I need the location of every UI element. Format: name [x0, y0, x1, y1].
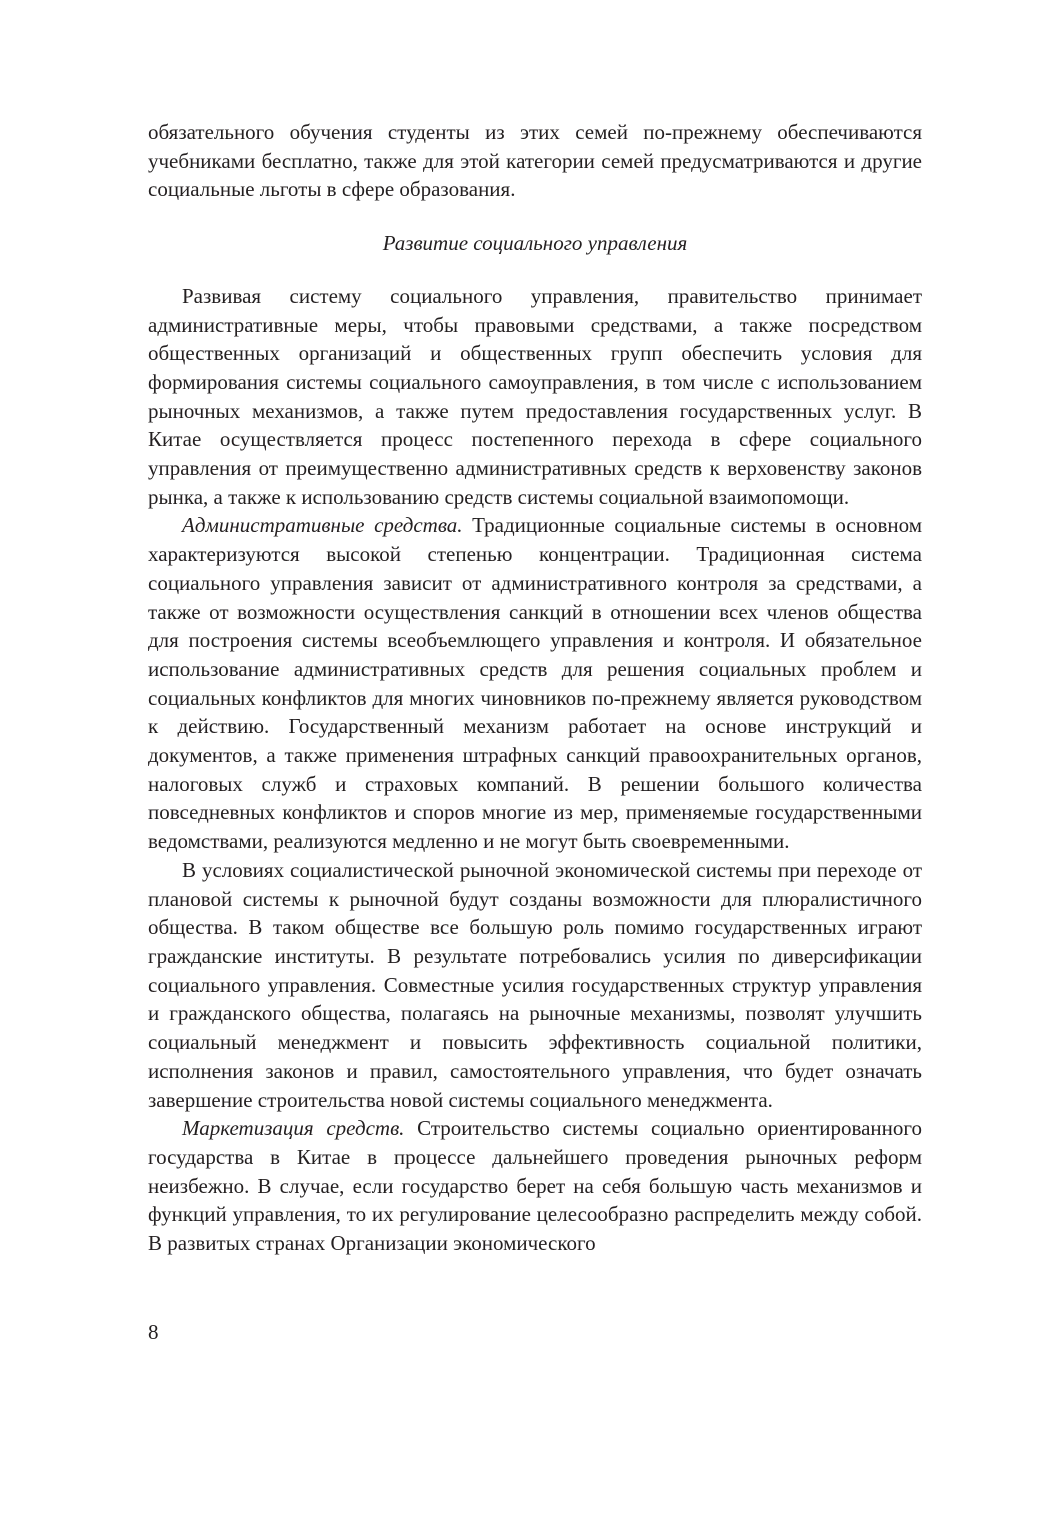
paragraph-body: Традиционные социальные системы в основном характеризуются высокой степенью концентрации. Традиционная система социального управления зависит от административного контроля за средствами, а также от возможности осуществления санкций в отношении всех членов общества для построения системы всеобъемлющего управления и контроля. И обязательное использование административных средств для решения социальных проблем и социальных конфликтов для многих чиновников по-прежнему является руководством к действию. Государственный механизм работает на основе инструкций и документов, а также применения штрафных санкций правоохранительных органов, налоговых служб и страховых компаний. В решении большого количества повседневных конфликтов и споров многие из мер, применяемые государственными ведомствами, реализуются медленно и не могут быть своевременными.	[148, 513, 923, 854]
body-text	[148, 118, 922, 1258]
paragraph-lead-in: Административные средства.	[182, 513, 463, 538]
continued-paragraph: обязательного обучения студенты из этих семей по-прежнему обеспечиваются учебниками бесплатно, также для этой категории семей предусматриваются и другие социальные льготы в сфере образования.	[148, 120, 922, 202]
paragraph-lead-in: Маркетизация средств.	[182, 1116, 405, 1141]
page-number: 8	[148, 1320, 159, 1344]
paragraph-administrative-means	[148, 511, 922, 855]
section-heading: Развитие социального управления	[382, 231, 688, 256]
paragraph-social-management: Развивая систему социального управления, правительство принимает административные меры, чтобы правовыми средствами, а также посредством общественных организаций и общественных групп обеспечить условия для формирования системы социального самоуправления, в том числе с использованием рыночных механизмов, а также путем предоставления государственных услуг. В Китае осуществляется процесс постепенного перехода в сфере социального управления от преимущественно административных средств к верховенству законов рынка, а также к использованию средств системы социальной взаимопомощи.	[148, 283, 922, 509]
paragraph-market-economy: В условиях социалистической рыночной экономической системы при переходе от плановой системы к рыночной будут созданы возможности для плюралистичного общества. В таком обществе все большую роль помимо государственных играют гражданские институты. В результате потребовались усилия по диверсификации социального управления. Совместные усилия государственных структур управления и гражданского общества, полагаясь на рыночные механизмы, позволят улучшить социальный менеджмент и повысить эффективность социальной политики, исполнения законов и правил, самостоятельного управления, что будет означать завершение строительства новой системы социального менеджмента.	[148, 857, 922, 1112]
paragraph-body: Строительство системы социально ориентированного государства в Китае в процессе дальнейшего проведения рыночных реформ неизбежно. В случае, если государство берет на себя большую часть механизмов и функций управления, то их регулирование целесообразно распределить между собой. В развитых странах Организации экономического	[148, 1116, 922, 1256]
paragraph-marketization	[148, 1114, 922, 1258]
